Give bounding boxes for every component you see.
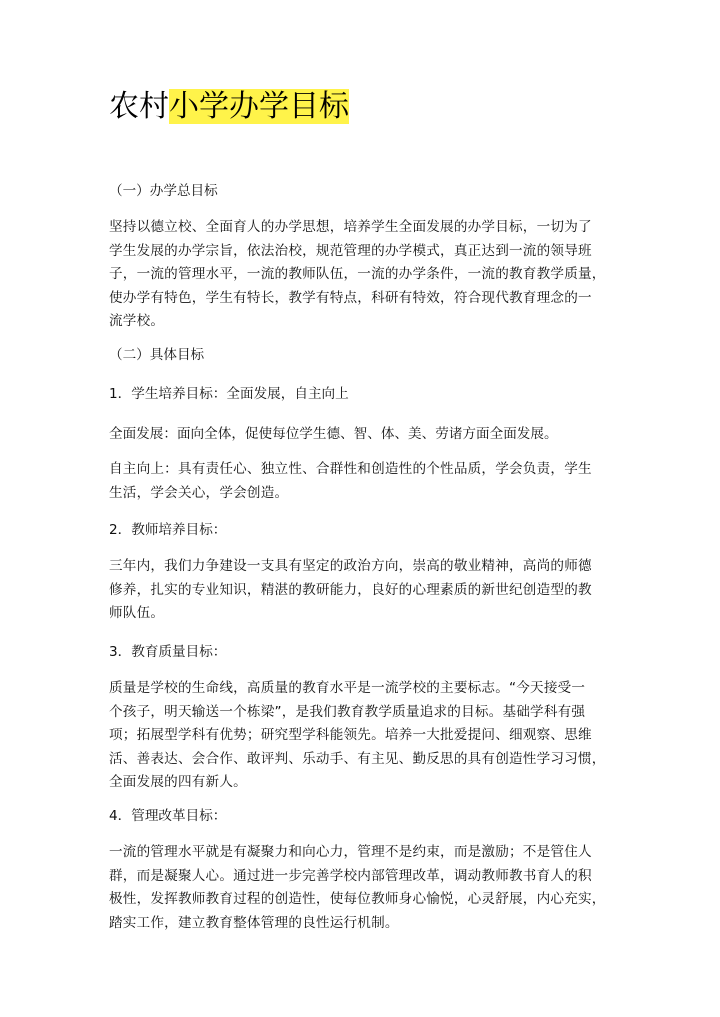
text-line: 修养，扎实的专业知识，精湛的教研能力，良好的心理素质的新世纪创造型的教 <box>109 581 592 598</box>
item-heading-student-goal: 1．学生培养目标：全面发展，自主向上 <box>109 386 349 402</box>
text-line: 群，而是凝聚人心。通过进一步完善学校内部管理改革，调动教师教书育人的积 <box>109 867 592 884</box>
paragraph-quality-goal <box>109 677 613 795</box>
section-heading-specific-goals: （二）具体目标 <box>109 347 205 363</box>
document-title <box>109 87 349 127</box>
text-line: 全面发展的四有新人。 <box>109 774 247 790</box>
text-line: 三年内，我们力争建设一支具有坚定的政治方向，崇高的敬业精神，高尚的师德 <box>109 558 592 574</box>
paragraph-self-improvement <box>109 458 613 505</box>
title-part-plain: 农村 <box>109 89 169 124</box>
text-line: 坚持以德立校、全面育人的办学思想，培养学生全面发展的办学目标，一切为了 <box>109 219 592 235</box>
text-line: 子，一流的管理水平，一流的教师队伍，一流的办学条件，一流的教育教学质量， <box>109 266 606 282</box>
text-line: 极性，发挥教师教育过程的创造性，使每位教师身心愉悦，心灵舒展，内心充实， <box>109 891 606 907</box>
item-heading-management-goal: 4．管理改革目标： <box>109 808 227 824</box>
text-line: 踏实工作，建立教育整体管理的良性运行机制。 <box>109 914 399 931</box>
item-heading-quality-goal: 3．教育质量目标： <box>109 644 227 660</box>
title-part-highlighted: 小学办学目标 <box>169 89 349 124</box>
text-line: 师队伍。 <box>109 605 165 621</box>
text-line: 项；拓展型学科有优势；研究型学科能领先。培养一大批爱提问、细观察、思维 <box>109 727 592 743</box>
paragraph-all-round-development: 全面发展：面向全体，促使每位学生德、智、体、美、劳诸方面全面发展。 <box>109 426 558 442</box>
text-line: 学生发展的办学宗旨，依法治校，规范管理的办学模式，真正达到一流的领导班 <box>109 242 592 259</box>
text-line: 活、善表达、会合作、敢评判、乐动手、有主见、勤反思的具有创造性学习习惯， <box>109 750 606 767</box>
text-line: 一流的管理水平就是有凝聚力和向心力，管理不是约束，而是激励；不是管住人 <box>109 844 592 860</box>
text-line: 个孩子，明天输送一个栋梁”，是我们教育教学质量追求的目标。基础学科有强 <box>109 703 586 720</box>
paragraph-management-goal <box>109 841 613 935</box>
item-heading-teacher-goal: 2．教师培养目标： <box>109 522 227 538</box>
text-line: 流学校。 <box>109 313 165 329</box>
paragraph-overall-goal <box>109 216 613 334</box>
paragraph-teacher-goal <box>109 555 613 626</box>
section-heading-overall-goal: （一）办学总目标 <box>109 183 218 199</box>
text-line: 生活，学会关心，学会创造。 <box>109 484 289 501</box>
text-line: 自主向上：具有责任心、独立性、合群性和创造性的个性品质，学会负责，学生 <box>109 461 592 477</box>
text-line: 使办学有特色，学生有特长，教学有特点，科研有特效，符合现代教育理念的一 <box>109 289 592 306</box>
text-line: 质量是学校的生命线，高质量的教育水平是一流学校的主要标志。“今天接受一 <box>109 680 586 696</box>
